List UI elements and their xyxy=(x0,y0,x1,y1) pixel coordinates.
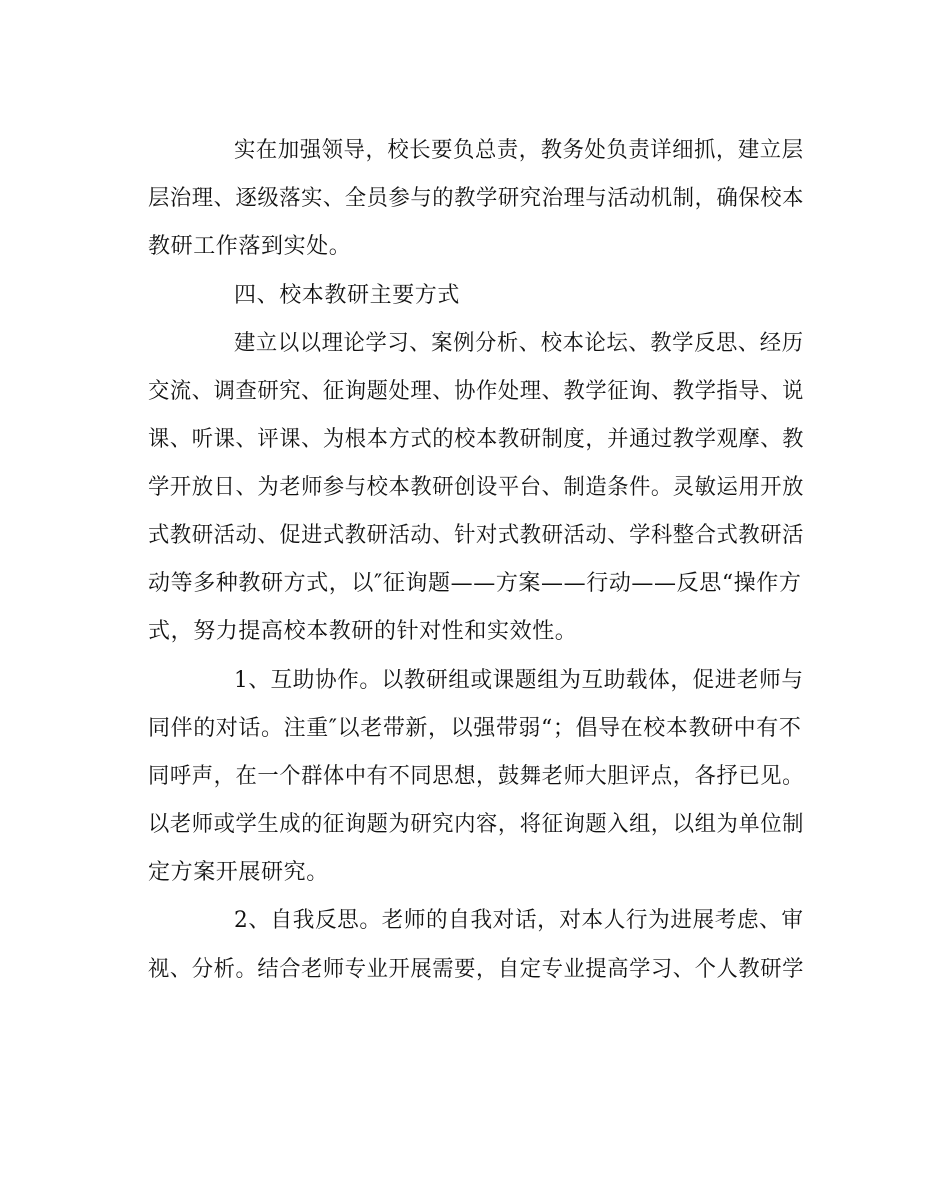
text-line: 1、互助协作。以教研组或课题组为互助载体，促进老师与 xyxy=(234,668,804,693)
text-line: 2、自我反思。老师的自我对话，对本人行为进展考虑、审 xyxy=(234,908,804,933)
section-heading: 四、校本教研主要方式 xyxy=(234,283,461,308)
text-line: 教研工作落到实处。 xyxy=(148,234,352,259)
text-line: 同伴的对话。注重″以老带新，以强带弱“；倡导在校本教研中有不 xyxy=(148,716,802,741)
text-line: 层治理、逐级落实、全员参与的教学研究治理与活动机制，确保校本 xyxy=(148,186,805,211)
text-line: 建立以以理论学习、案例分析、校本论坛、教学反思、经历 xyxy=(234,331,804,356)
text-line: 学开放日、为老师参与校本教研创设平台、制造条件。灵敏运用开放 xyxy=(148,475,805,500)
text-line: 式，努力提高校本教研的针对性和实效性。 xyxy=(148,619,578,644)
text-line: 课、听课、评课、为根本方式的校本教研制度，并通过教学观摩、教 xyxy=(148,427,805,452)
text-line: 视、分析。结合老师专业开展需要，自定专业提高学习、个人教研学 xyxy=(148,957,805,982)
text-line: 定方案开展研究。 xyxy=(148,860,329,885)
text-line: 同呼声，在一个群体中有不同思想，鼓舞老师大胆评点，各抒已见。 xyxy=(148,764,805,789)
text-line: 动等多种教研方式，以″征询题——方案——行动——反思“操作方 xyxy=(148,571,802,596)
text-line: 实在加强领导，校长要负总责，教务处负责详细抓，建立层 xyxy=(234,138,804,163)
text-line: 交流、调查研究、征询题处理、协作处理、教学征询、教学指导、说 xyxy=(148,379,805,404)
text-line: 以老师或学生成的征询题为研究内容，将征询题入组，以组为单位制 xyxy=(148,812,805,837)
text-line: 式教研活动、促进式教研活动、针对式教研活动、学科整合式教研活 xyxy=(148,523,805,548)
